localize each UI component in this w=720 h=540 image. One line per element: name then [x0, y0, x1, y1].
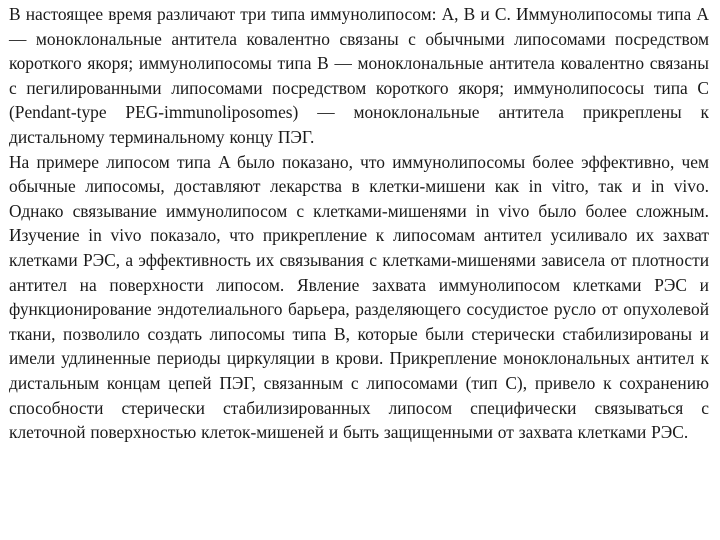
paragraph-type-a-findings: На примере липосом типа A было показано, что иммунолипосомы более эффективно, чем обычные липосомы, доставляют лекарства в клетки-мишени как in vitro, так и in vivo. Однако связывание иммунолипосом с клетками-мишенями in vivo было более сложным. Изучение in vivo показало, что прикрепление к липосомам антител усиливало их захват клетками РЭС, а эффективность их связывания с клетками-мишенями зависела от плотности антител на поверхности липосом. Явление захвата иммунолипосом клетками РЭС и функционирование эндотелиального барьера, разделяющего сосудистое русло от опухолевой ткани, позволило создать липосомы типа B, которые были стерически стабилизированы и имели удлиненные периоды циркуляции в крови. Прикрепление моноклональных антител к дистальным концам цепей ПЭГ, связанным с липосомами (тип C), привело к сохранению способности стерически стабилизированных липосом специфически связываться с клеточной поверхностью клеток-мишеней и быть защищенными от захвата клетками РЭС.	[9, 151, 709, 443]
paragraph-immunoliposome-types: В настоящее время различают три типа иммунолипосом: A, B и C. Иммунолипосомы типа A — моноклональные антитела ковалентно связаны с обычными липосомами посредством короткого якоря; иммунолипосомы типа B — моноклональные антитела ковалентно связаны с пегилированными липосомами посредством короткого якоря; иммунолипососы типа C (Pendant-type PEG-immunoliposomes) — моноклональные антитела прикреплены к дистальному терминальному концу ПЭГ.	[9, 4, 709, 147]
